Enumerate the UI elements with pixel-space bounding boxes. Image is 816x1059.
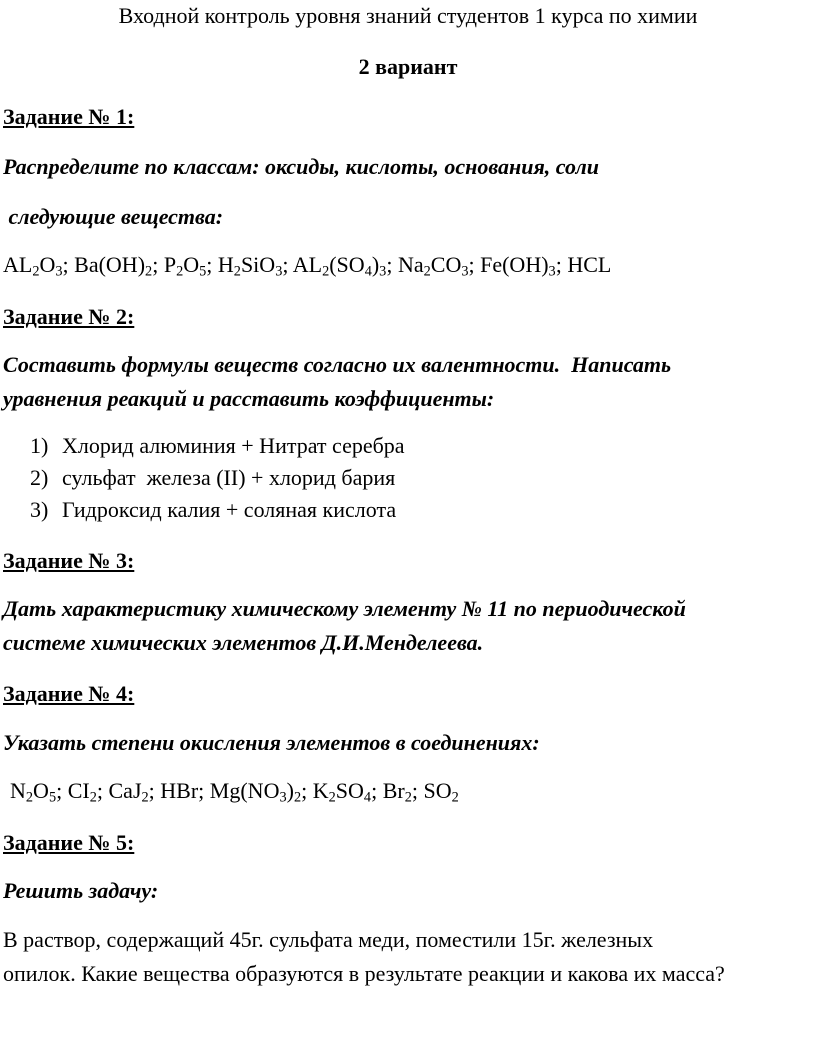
formula-text: O <box>183 252 200 277</box>
task-2-item-3 <box>30 497 396 523</box>
formula-text: Fe(OH) <box>480 252 549 277</box>
formula-text: K <box>312 778 329 803</box>
task-2-instruction-line-1: Составить формулы веществ согласно их валентности. Написать <box>3 352 672 377</box>
task-1-instruction-line-2: следующие вещества: <box>3 204 224 229</box>
chemical-formula <box>480 252 556 280</box>
task-3-heading: Задание № 3: <box>3 548 135 573</box>
formula-separator: ; <box>62 252 75 277</box>
task-5-instruction: Решить задачу: <box>3 878 159 903</box>
task-5-problem-line-2: опилок. Какие вещества образуются в результате реакции и какова их масса? <box>3 961 725 986</box>
task-3-instruction-line-1: Дать характеристику химическому элементу № 11 по периодической <box>3 596 686 621</box>
item-text: сульфат железа (II) + хлорид бария <box>62 465 396 490</box>
formula-text: SiO <box>240 252 276 277</box>
formula-subscript: 5 <box>48 789 57 806</box>
chemical-formula <box>292 252 387 280</box>
task-5-problem-line-1: В раствор, содержащий 45г. сульфата меди, поместили 15г. железных <box>3 927 654 952</box>
chemical-formula <box>423 778 459 806</box>
formula-subscript: 3 <box>279 789 287 806</box>
item-text: Гидроксид калия + соляная кислота <box>62 497 397 522</box>
document-title: Входной контроль уровня знаний студентов 1 курса по химии <box>118 3 698 28</box>
chemical-formula <box>10 778 57 806</box>
formula-text: CI <box>67 778 90 803</box>
task-1-formula-list <box>3 252 611 278</box>
formula-subscript: 4 <box>364 263 372 280</box>
item-number: 2) <box>30 465 49 490</box>
formula-text: N <box>10 778 26 803</box>
formula-separator: ; <box>371 778 383 803</box>
formula-subscript: 4 <box>363 789 372 806</box>
formula-subscript: 2 <box>423 263 431 280</box>
formula-text: O <box>33 778 49 803</box>
formula-subscript: 2 <box>233 263 241 280</box>
formula-text: AL <box>292 252 323 277</box>
formula-subscript: 2 <box>145 263 153 280</box>
task-4-formula-list <box>10 778 459 804</box>
formula-text: Na <box>397 252 424 277</box>
formula-text: SO <box>335 778 364 803</box>
formula-text: Ba(OH) <box>74 252 146 277</box>
formula-subscript: 3 <box>379 263 387 280</box>
formula-separator: ; <box>468 252 481 277</box>
formula-subscript: 2 <box>89 789 97 806</box>
formula-separator: ; <box>56 778 68 803</box>
task-2-instruction-line-2: уравнения реакций и расставить коэффициенты: <box>3 386 495 411</box>
task-4-instruction: Указать степени окисления элементов в соединениях: <box>3 730 540 755</box>
chemical-formula <box>160 778 198 803</box>
formula-subscript: 3 <box>461 263 469 280</box>
item-number: 3) <box>30 497 49 522</box>
formula-subscript: 2 <box>451 789 459 806</box>
task-3-instruction-line-2: системе химических элементов Д.И.Менделеева. <box>3 630 484 655</box>
task-1-instruction-line-1: Распределите по классам: оксиды, кислоты, основания, соли <box>3 154 599 179</box>
formula-separator: ; <box>96 778 109 803</box>
formula-text: HBr <box>160 778 199 803</box>
chemical-formula <box>382 778 412 806</box>
chemical-formula <box>312 778 372 806</box>
item-number: 1) <box>30 433 49 458</box>
formula-subscript: 2 <box>32 263 40 280</box>
chemical-formula <box>163 252 207 280</box>
formula-subscript: 2 <box>25 789 34 806</box>
task-5-heading: Задание № 5: <box>3 830 135 855</box>
formula-subscript: 3 <box>275 263 283 280</box>
formula-subscript: 3 <box>55 263 63 280</box>
formula-subscript: 2 <box>404 789 412 806</box>
chemical-formula <box>74 252 153 280</box>
formula-text: CO <box>430 252 462 277</box>
task-2-item-1 <box>30 433 405 459</box>
formula-text: O <box>39 252 56 277</box>
formula-separator: ; <box>301 778 313 803</box>
formula-text: SO <box>423 778 452 803</box>
formula-text: Br <box>382 778 405 803</box>
formula-separator: ; <box>282 252 293 277</box>
formula-separator: ; <box>411 778 424 803</box>
chemical-formula <box>209 778 302 806</box>
formula-subscript: 2 <box>176 263 184 280</box>
chemical-formula <box>217 252 283 280</box>
formula-separator: ; <box>555 252 568 277</box>
formula-separator: ; <box>206 252 218 277</box>
formula-subscript: 3 <box>548 263 556 280</box>
formula-text: Mg(NO <box>209 778 280 803</box>
chemical-formula <box>67 778 97 806</box>
formula-separator: ; <box>198 778 210 803</box>
formula-text: ) <box>286 778 294 803</box>
formula-separator: ; <box>386 252 398 277</box>
chemical-formula <box>108 778 149 806</box>
formula-text: ) <box>371 252 380 277</box>
formula-subscript: 2 <box>328 789 336 806</box>
formula-separator: ; <box>148 778 161 803</box>
formula-separator: ; <box>152 252 164 277</box>
formula-subscript: 2 <box>141 789 149 806</box>
task-2-heading: Задание № 2: <box>3 304 135 329</box>
variant-label: 2 вариант <box>358 54 458 79</box>
chemical-formula <box>567 252 611 277</box>
formula-text: H <box>217 252 234 277</box>
task-2-item-2 <box>30 465 395 491</box>
item-text: Хлорид алюминия + Нитрат серебра <box>62 433 405 458</box>
formula-text: CaJ <box>108 778 142 803</box>
formula-subscript: 2 <box>322 263 330 280</box>
chemical-formula <box>3 252 63 280</box>
task-4-heading: Задание № 4: <box>3 681 135 706</box>
task-1-heading: Задание № 1: <box>3 104 135 129</box>
chemical-formula <box>397 252 469 280</box>
formula-subscript: 5 <box>199 263 207 280</box>
formula-subscript: 2 <box>293 789 302 806</box>
formula-text: P <box>163 252 177 277</box>
formula-text: AL <box>3 252 33 277</box>
formula-text: HCL <box>567 252 612 277</box>
formula-text: (SO <box>329 252 365 277</box>
